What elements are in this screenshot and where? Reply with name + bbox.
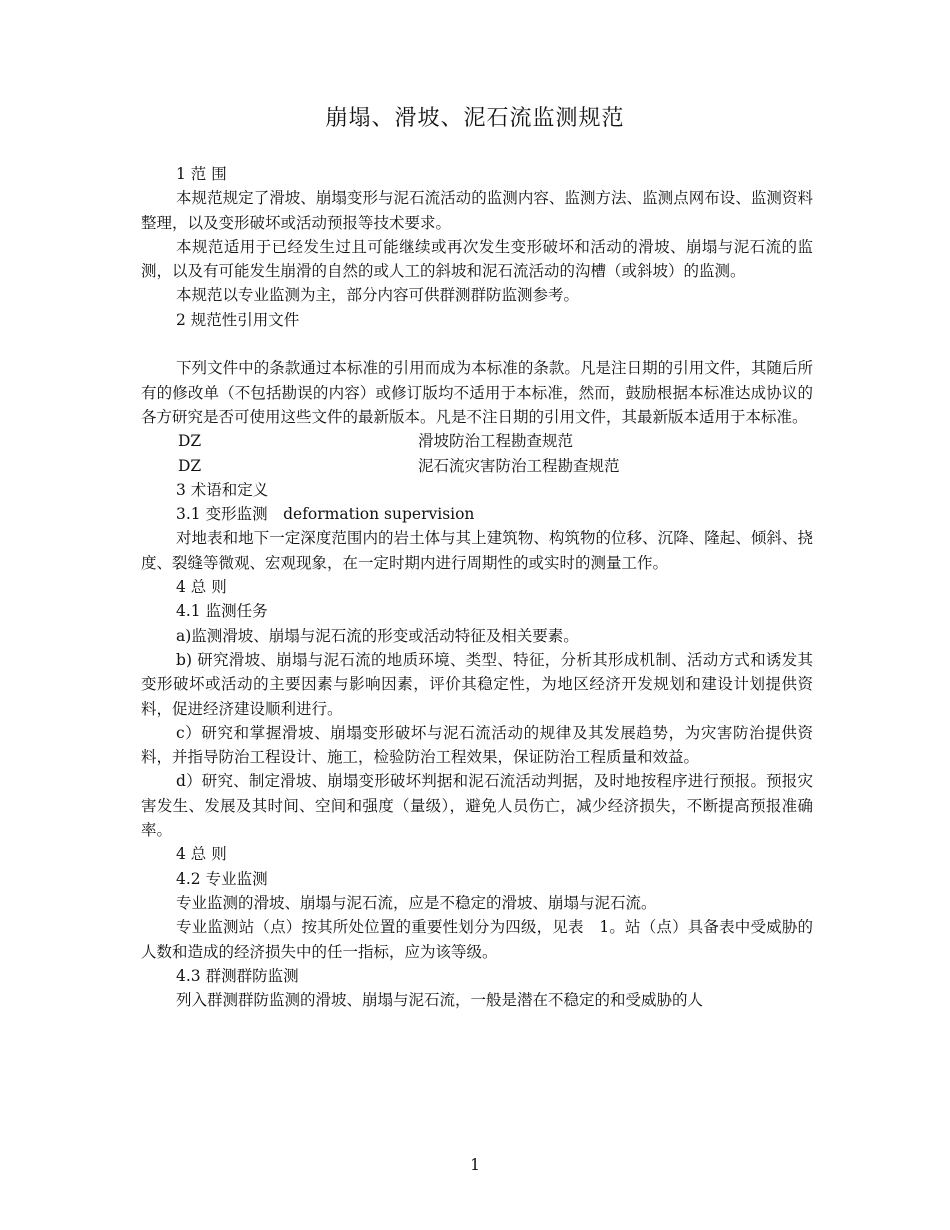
list-item: b) 研究滑坡、崩塌与泥石流的地质环境、类型、特征，分析其形成机制、活动方式和诱发其变形破坏或活动的主要因素与影响因素，评价其稳定性，为地区经济开发规划和建设计划提供资料，促进经济建设顺利进行。 (141, 650, 813, 718)
subsection-heading: 3.1 变形监测 deformation supervision (176, 505, 475, 524)
reference-code: DZ (178, 456, 202, 475)
paragraph: 本规范以专业监测为主，部分内容可供群测群防监测参考。 (176, 286, 580, 305)
list-item: d）研究、制定滑坡、崩塌变形破坏判据和泥石流活动判据，及时地按程序进行预报。预报灾害发生、发展及其时间、空间和强度（量级），避免人员伤亡，减少经济损失，不断提高预报准确率。 (141, 772, 813, 840)
paragraph: 列入群测群防监测的滑坡、崩塌与泥石流，一般是潜在不稳定的和受威胁的人 (176, 991, 704, 1010)
reference-name: 滑坡防治工程勘查规范 (418, 432, 574, 451)
section-heading: 3 术语和定义 (176, 480, 269, 499)
reference-name: 泥石流灾害防治工程勘查规范 (418, 456, 620, 475)
paragraph: 下列文件中的条款通过本标准的引用而成为本标准的条款。凡是注日期的引用文件，其随后所有的修改单（不包括勘误的内容）或修订版均不适用于本标准，然而，鼓励根据本标准达成协议的各方研究是否可使用这些文件的最新版本。凡是不注日期的引用文件，其最新版本适用于本标准。 (141, 359, 813, 426)
subsection-heading: 4.3 群测群防监测 (176, 966, 299, 985)
paragraph: 本规范适用于已经发生过且可能继续或再次发生变形破坏和活动的滑坡、崩塌与泥石流的监测，以及有可能发生崩滑的自然的或人工的斜坡和泥石流活动的沟槽（或斜坡）的监测。 (141, 237, 813, 281)
reference-row (178, 454, 813, 478)
paragraph: 对地表和地下一定深度范围内的岩土体与其上建筑物、构筑物的位移、沉降、隆起、倾斜、挠度、裂缝等微观、宏观现象，在一定时期内进行周期性的或实时的测量工作。 (141, 529, 813, 572)
list-item: c）研究和掌握滑坡、崩塌变形破坏与泥石流活动的规律及其发展趋势，为灾害防治提供资料，并指导防治工程设计、施工，检验防治工程效果，保证防治工程质量和效益。 (141, 723, 813, 767)
paragraph: 专业监测站（点）按其所处位置的重要性划分为四级，见表 1。站（点）具备表中受威胁的人数和造成的经济损失中的任一指标，应为该等级。 (141, 918, 813, 961)
paragraph: 本规范规定了滑坡、崩塌变形与泥石流活动的监测内容、监测方法、监测点网布设、监测资料整理，以及变形破坏或活动预报等技术要求。 (141, 189, 813, 232)
paragraph: 专业监测的滑坡、崩塌与泥石流，应是不稳定的滑坡、崩塌与泥石流。 (176, 893, 657, 912)
document-title: 崩塌、滑坡、泥石流监测规范 (325, 106, 625, 131)
section-heading: 4 总 则 (176, 578, 227, 597)
reference-row (178, 429, 813, 453)
blank-line (141, 332, 813, 356)
document-body (141, 162, 813, 1012)
reference-code: DZ (178, 432, 202, 451)
page-number: 1 (470, 1156, 480, 1174)
section-heading: 4 总 则 (176, 845, 227, 864)
section-heading: 2 规范性引用文件 (176, 310, 300, 329)
subsection-heading: 4.1 监测任务 (176, 602, 268, 621)
list-item: a)监测滑坡、崩塌与泥石流的形变或活动特征及相关要素。 (176, 626, 579, 645)
section-heading: 1 范 围 (176, 165, 227, 183)
subsection-heading: 4.2 专业监测 (176, 869, 268, 888)
